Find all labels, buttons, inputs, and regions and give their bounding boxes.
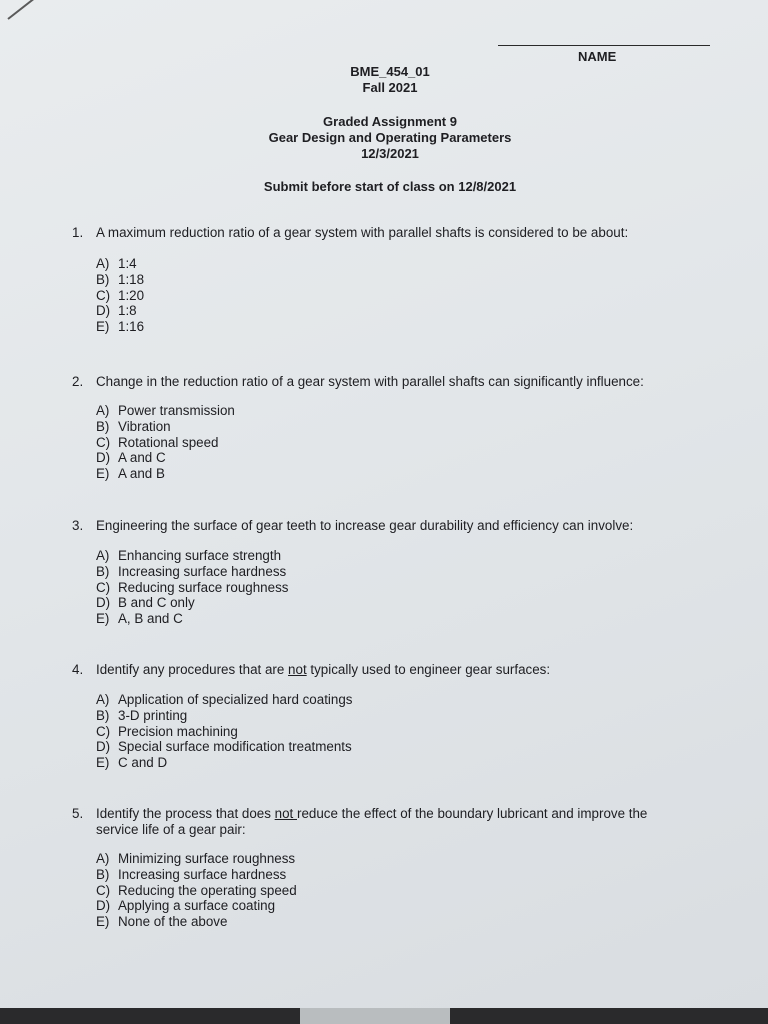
question-text: Change in the reduction ratio of a gear system with parallel shafts can significantly influence: [96,374,644,389]
question-number: 2. [72,374,84,389]
option: A) Minimizing surface roughness [96,851,296,866]
submit-deadline: Submit before start of class on 12/8/2021 [263,179,517,194]
assignment-date: 12/3/2021 [361,146,419,161]
question-number: 4. [72,662,84,677]
option: E) A and B [96,466,165,482]
term: Fall 2021 [362,80,418,95]
option: A) Application of specialized hard coatings [96,692,353,707]
floor-gap [300,1008,450,1024]
option: A) Enhancing surface strength [96,548,282,563]
question-5-options [96,851,297,930]
question-text: A maximum reduction ratio of a gear system with parallel shafts is considered to be about: [96,225,629,240]
option: C) Reducing surface roughness [96,579,289,595]
question-text: Identify the process that does not reduce the effect of the boundary lubricant and improve the service life of a gear pair: [96,806,648,837]
question-3-options [96,548,288,627]
assignment-title: Graded Assignment 9 [323,114,457,129]
question-2-options [96,403,235,482]
underlined-word: not [288,662,307,677]
question-text: Identify any procedures that are not typically used to engineer gear surfaces: [96,662,551,677]
assignment-topic: Gear Design and Operating Parameters [268,130,512,145]
question-4-options [96,692,352,771]
option: E) C and D [96,755,168,771]
course-code: BME_454_01 [350,64,430,79]
option: C) 1:20 [96,287,145,303]
option: D) 1:8 [96,303,137,319]
option: E) None of the above [96,914,228,930]
option: D) A and C [96,450,166,466]
question-number: 1. [72,225,84,240]
option: D) B and C only [96,595,195,611]
question-number: 3. [72,518,84,533]
question-text: Engineering the surface of gear teeth to increase gear durability and efficiency can involve: [96,518,634,533]
option: B) Increasing surface hardness [96,866,287,882]
question-number: 5. [72,806,84,821]
option: A) 1:4 [96,256,137,271]
option: A) Power transmission [96,403,235,418]
option: B) Increasing surface hardness [96,563,287,579]
option: C) Precision machining [96,723,238,739]
underlined-word: not [274,806,297,821]
option: B) 3-D printing [96,707,188,723]
option: D) Special surface modification treatments [96,739,352,755]
name-label: NAME [578,49,617,64]
option: E) 1:16 [96,319,145,335]
option: C) Reducing the operating speed [96,882,297,898]
option: B) Vibration [96,418,171,434]
option: B) 1:18 [96,271,145,287]
option: C) Rotational speed [96,434,219,450]
option: D) Applying a surface coating [96,898,276,914]
name-underline [498,45,710,46]
option: E) A, B and C [96,611,183,627]
question-1-options [96,256,144,335]
